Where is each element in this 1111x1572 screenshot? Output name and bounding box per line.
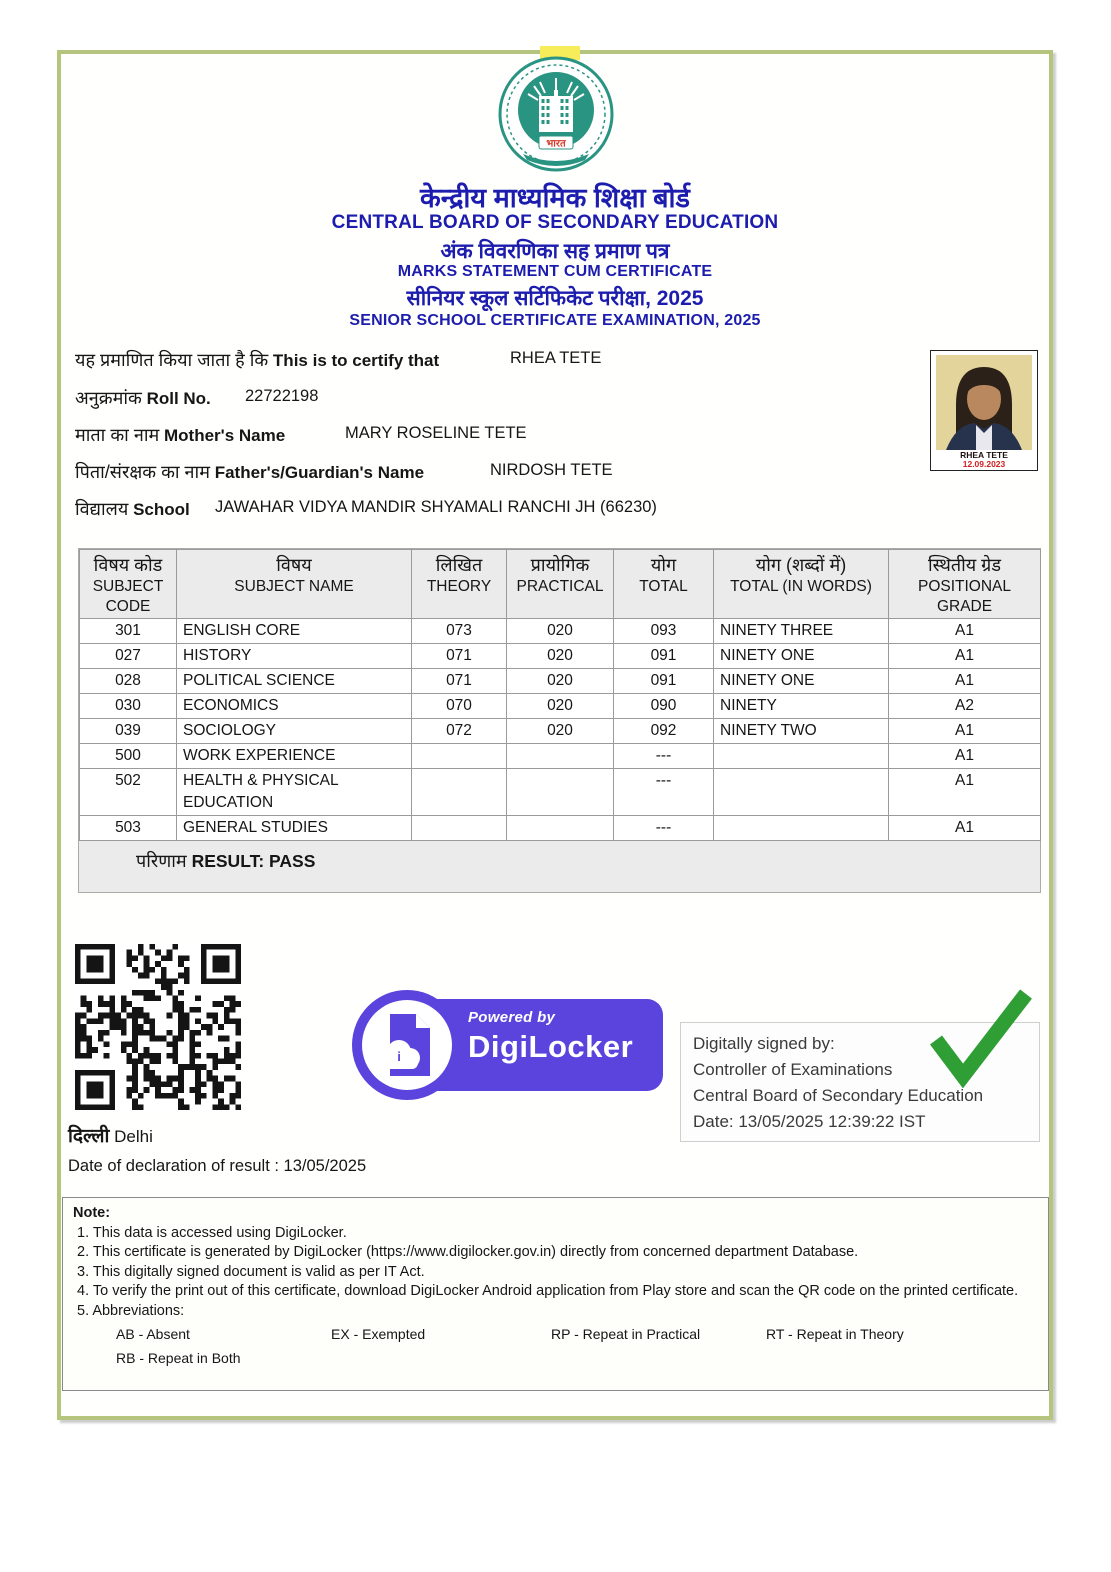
cell-name: SOCIOLOGY [177,719,412,744]
cell-words: NINETY ONE [714,669,889,694]
student-name: RHEA TETE [510,349,602,367]
cell-grade: A1 [889,669,1041,694]
table-header-row [80,550,1041,619]
cell-words: NINETY THREE [714,619,889,644]
school-label-english: School [133,500,190,519]
school-row [75,497,925,521]
table-row [80,644,1041,669]
digilocker-name: DigiLocker [468,1029,634,1064]
cell-words: NINETY ONE [714,644,889,669]
note-item-2: 2. This certificate is generated by DigiLocker (https://www.digilocker.gov.in) directly from concerned department Database. [77,1244,859,1260]
cell-total: 091 [614,644,714,669]
cell-code: 030 [80,694,177,719]
cell-total: 091 [614,669,714,694]
col-subject-name: विषय SUBJECT NAME [177,550,412,619]
father-name: NIRDOSH TETE [490,461,613,479]
mother-label-hindi: माता का नाम [75,425,160,445]
doc-title-english: MARKS STATEMENT CUM CERTIFICATE [397,263,713,280]
col-positional-grade: स्थितीय ग्रेड POSITIONAL GRADE [889,550,1041,619]
cell-words: NINETY TWO [714,719,889,744]
cell-name: GENERAL STUDIES [177,816,412,841]
note-item-3: 3. This digitally signed document is valid as per IT Act. [77,1263,425,1280]
signature-line-4: Date: 13/05/2025 12:39:22 IST [693,1112,926,1131]
cell-practical [507,816,614,841]
board-title-hindi: केन्द्रीय माध्यमिक शिक्षा बोर्ड [420,183,690,213]
cell-practical: 020 [507,644,614,669]
col-total-words: योग (शब्दों में) TOTAL (IN WORDS) [714,550,889,619]
col-subject-code: विषय कोड SUBJECT CODE [80,550,177,619]
mother-label-english: Mother's Name [164,426,286,445]
table-row [80,669,1041,694]
abbr-ab: AB - Absent [116,1326,190,1342]
father-row [75,460,925,484]
col-theory: लिखित THEORY [412,550,507,619]
cell-name: ECONOMICS [177,694,412,719]
doc-title-hindi: अंक विवरणिका सह प्रमाण पत्र [440,240,670,263]
cell-words [714,816,889,841]
cell-total: 092 [614,719,714,744]
exam-title-hindi: सीनियर स्कूल सर्टिफिकेट परीक्षा, 2025 [406,287,704,310]
mother-row [75,423,925,447]
cell-code: 502 [80,769,177,816]
father-label-english: Father's/Guardian's Name [214,463,425,482]
cell-total: --- [614,744,714,769]
cell-name: ENGLISH CORE [177,619,412,644]
cell-grade: A1 [889,816,1041,841]
cell-theory: 071 [412,669,507,694]
roll-label-hindi: अनुक्रमांक [75,388,142,408]
table-row [80,619,1041,644]
cell-code: 301 [80,619,177,644]
cell-code: 503 [80,816,177,841]
cell-total: 090 [614,694,714,719]
cell-practical: 020 [507,619,614,644]
declaration-line [68,1157,366,1176]
declaration-date: 13/05/2025 [283,1157,367,1175]
digilocker-logo-icon [352,990,462,1100]
signature-line-1: Digitally signed by: [693,1034,835,1053]
roll-row [75,386,925,410]
cell-code: 039 [80,719,177,744]
table-row [80,694,1041,719]
cell-name: WORK EXPERIENCE [177,744,412,769]
qr-code [75,944,241,1110]
abbr-rt: RT - Repeat in Theory [766,1326,904,1342]
cell-practical [507,769,614,816]
table-row [80,769,1041,816]
place-english: Delhi [114,1127,153,1146]
note-item-4: 4. To verify the print out of this certificate, download DigiLocker Android application from Play store and scan the QR code on the printed certificate. [77,1283,1019,1299]
cell-name: HISTORY [177,644,412,669]
photo-caption-name: RHEA TETE [960,450,1008,460]
abbr-rb: RB - Repeat in Both [116,1350,241,1366]
cell-grade: A1 [889,769,1041,816]
table-row [80,719,1041,744]
note-item-1: 1. This data is accessed using DigiLocker. [77,1224,347,1241]
digilocker-powered-by: Powered by [468,1009,556,1026]
note-box [62,1197,1049,1391]
cell-code: 027 [80,644,177,669]
school-name: JAWAHAR VIDYA MANDIR SHYAMALI RANCHI JH (66230) [215,498,657,516]
cell-name: POLITICAL SCIENCE [177,669,412,694]
cell-grade: A1 [889,619,1041,644]
certify-label-english: This is to certify that [272,351,440,370]
col-total: योग TOTAL [614,550,714,619]
cell-words [714,744,889,769]
signature-line-3: Central Board of Secondary Education [693,1086,984,1105]
result-label-hindi: परिणाम [136,851,187,871]
note-item-5: 5. Abbreviations: [77,1302,185,1319]
marks-table-container [78,548,1041,893]
cell-grade: A1 [889,644,1041,669]
abbr-ex: EX - Exempted [331,1326,426,1342]
cell-code: 500 [80,744,177,769]
cell-practical [507,744,614,769]
qr-code-icon [75,944,241,1110]
result-line [136,849,315,873]
cell-code: 028 [80,669,177,694]
student-photo [930,350,1038,471]
table-row [80,744,1041,769]
cell-practical: 020 [507,669,614,694]
board-title-english: CENTRAL BOARD OF SECONDARY EDUCATION [331,212,779,233]
cell-words [714,769,889,816]
logo-motto-text: भारत [546,138,566,150]
cell-grade: A2 [889,694,1041,719]
place-hindi: दिल्ली [68,1126,110,1147]
cell-words: NINETY [714,694,889,719]
verified-check-icon [918,988,1036,1088]
cell-practical: 020 [507,694,614,719]
school-label-hindi: विद्यालय [75,499,129,519]
cell-theory [412,816,507,841]
cell-theory [412,744,507,769]
cell-total: 093 [614,619,714,644]
abbr-rp: RP - Repeat in Practical [551,1326,701,1342]
abbreviations-row-2 [73,1349,1038,1369]
student-photo-image [936,355,1032,450]
table-row [80,816,1041,841]
roll-number: 22722198 [245,387,319,405]
col-practical: प्रायोगिक PRACTICAL [507,550,614,619]
cell-theory: 070 [412,694,507,719]
cell-practical: 020 [507,719,614,744]
father-label-hindi: पिता/संरक्षक का नाम [75,462,210,482]
svg-text:i: i [397,1049,401,1064]
certify-label-hindi: यह प्रमाणित किया जाता है कि [75,350,269,370]
cell-theory: 071 [412,644,507,669]
cell-name: HEALTH & PHYSICAL EDUCATION [177,769,412,816]
cbse-logo [495,56,617,178]
mother-name: MARY ROSELINE TETE [345,424,527,442]
cell-grade: A1 [889,744,1041,769]
abbreviations-row-1 [73,1325,1038,1345]
cell-total: --- [614,816,714,841]
note-title: Note: [73,1205,111,1221]
declaration-label: Date of declaration of result : [68,1157,279,1175]
certify-row [75,348,925,372]
cell-theory: 073 [412,619,507,644]
signature-line-2: Controller of Examinations [693,1060,893,1079]
photo-caption-date: 12.09.2023 [962,459,1006,469]
exam-title-english: SENIOR SCHOOL CERTIFICATE EXAMINATION, 2025 [349,312,761,329]
cell-theory: 072 [412,719,507,744]
cell-theory [412,769,507,816]
cell-total: --- [614,769,714,816]
marks-table [79,549,1041,841]
place-line [68,1122,153,1148]
roll-label-english: Roll No. [146,389,211,408]
cbse-emblem-icon [495,56,617,178]
cell-grade: A1 [889,719,1041,744]
result-value: RESULT: PASS [191,851,316,871]
